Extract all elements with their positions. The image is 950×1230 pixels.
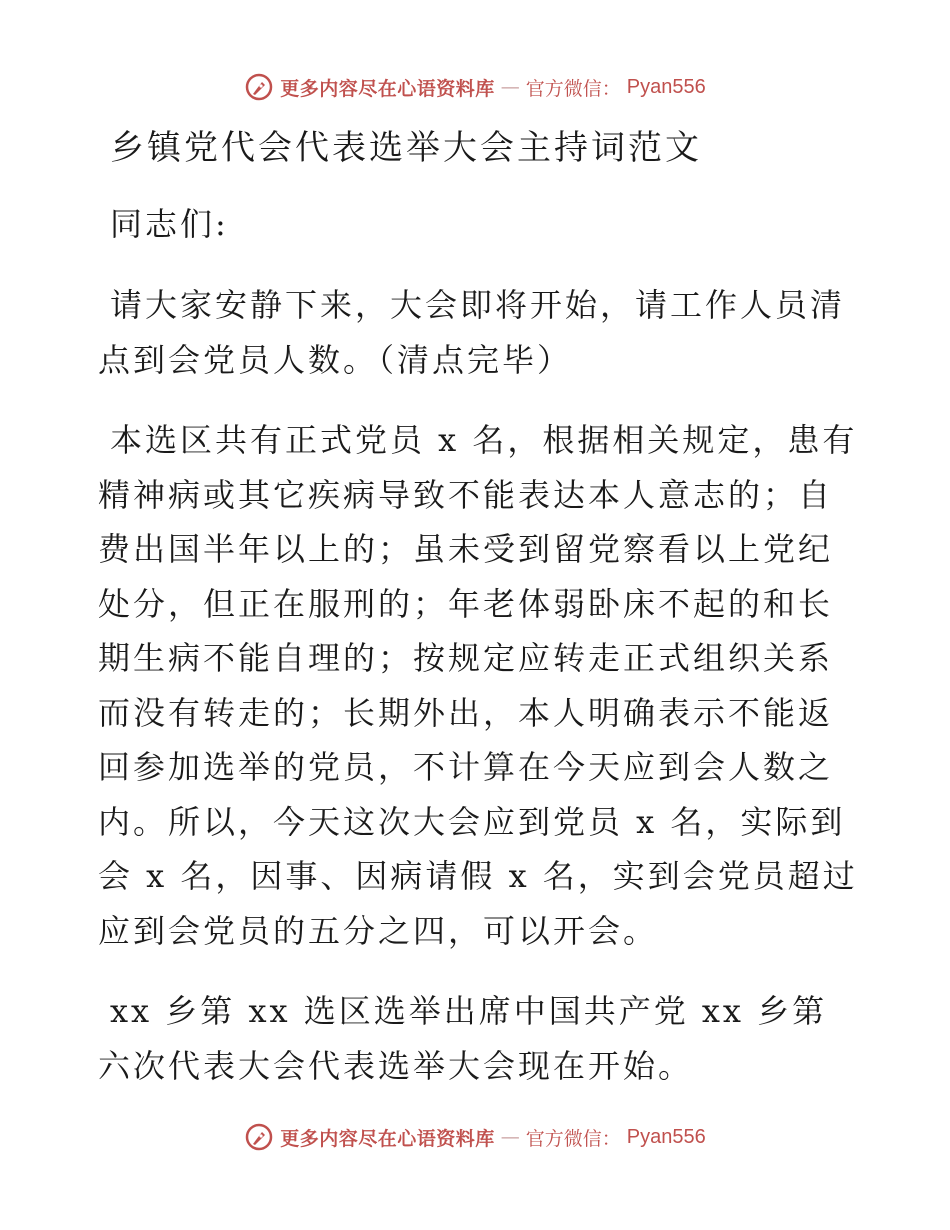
watermark-text: 更多内容尽在心语资料库: [280, 1127, 495, 1150]
paragraph: 本选区共有正式党员 x 名，根据相关规定，患有精神病或其它疾病导致不能表达本人意志的；自费出国半年以上的；虽未受到留党察看以上党纪处分，但正在服刑的；年老体弱卧床不起的和长期生病不能自理的；按规定应转走正式组织关系而没有转走的；长期外出，本人明确表示不能返回参加选举的党员，不计算在今天应到会人数之内。所以，今天这次大会应到党员 x 名，实际到会 x 名，因事、因病请假 x 名，实到会党员超过应到会党员的五分之四，可以开会。: [98, 421, 858, 950]
watermark-subtitle: 官方微信：: [525, 77, 621, 100]
watermark-text: 更多内容尽在心语资料库: [280, 77, 495, 100]
watermark-separator: —: [500, 1126, 520, 1148]
pen-nib-icon: [244, 72, 274, 102]
document-body: [98, 120, 858, 1093]
watermark-separator: —: [500, 76, 520, 98]
watermark-id: Pyan556: [626, 1125, 706, 1148]
watermark-footer: [0, 1122, 950, 1152]
pen-nib-icon: [244, 1122, 274, 1152]
paragraph: xx 乡第 xx 选区选举出席中国共产党 xx 乡第六次代表大会代表选举大会现在开始。: [98, 992, 828, 1085]
watermark-subtitle: 官方微信：: [525, 1127, 621, 1150]
paragraph: 请大家安静下来，大会即将开始，请工作人员清点到会党员人数。（清点完毕）: [98, 286, 846, 379]
salutation: 同志们:: [110, 205, 229, 243]
watermark-header: [0, 72, 950, 102]
watermark-id: Pyan556: [626, 75, 706, 98]
document-title: 乡镇党代会代表选举大会主持词范文: [110, 128, 702, 168]
